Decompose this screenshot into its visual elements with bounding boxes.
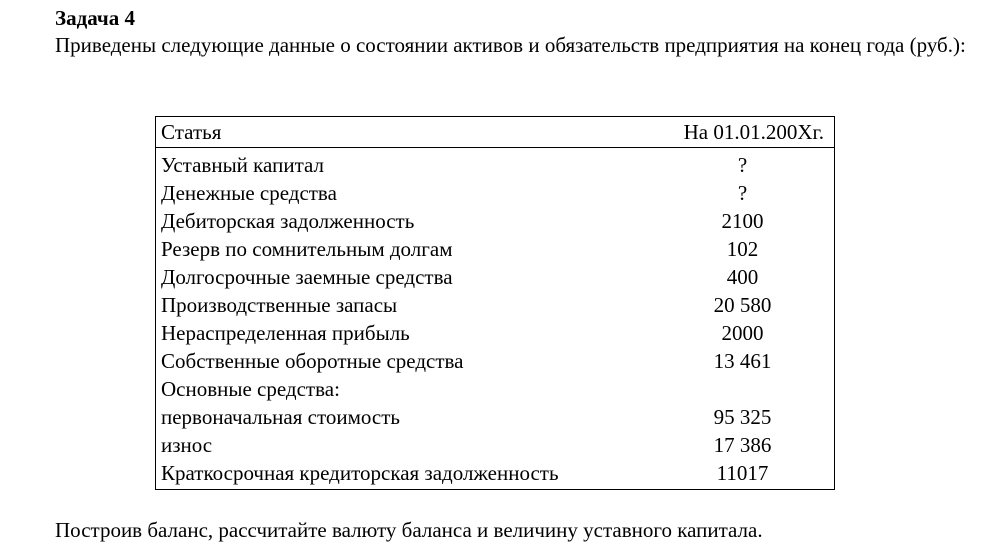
row-name-cell: Собственные оборотные средства (161, 349, 464, 373)
table-body (156, 148, 834, 489)
table-row (156, 431, 834, 459)
table-header-row (156, 117, 834, 148)
table-row (156, 263, 834, 291)
row-value-cell: 20 580 (713, 293, 772, 317)
row-name-cell: Производственные запасы (161, 293, 398, 317)
table-row (156, 207, 834, 235)
table-row (156, 347, 834, 375)
header-date-cell: На 01.01.200Хг. (683, 120, 824, 144)
row-value-cell: 400 (726, 265, 759, 289)
table-row (156, 459, 834, 487)
row-name-cell: Нераспределенная прибыль (161, 321, 410, 345)
row-name-cell: износ (161, 433, 213, 457)
row-name-cell: Дебиторская задолженность (161, 209, 415, 233)
row-value-cell: 102 (726, 237, 759, 261)
row-value-cell: 2100 (721, 209, 764, 233)
table-row (156, 235, 834, 263)
task-instruction: Построив баланс, рассчитайте валюту баланса и величину уставного капитала. (55, 518, 763, 542)
table-row (156, 319, 834, 347)
row-name-cell: Уставный капитал (161, 153, 324, 177)
row-value-cell: 13 461 (713, 349, 772, 373)
table-row (156, 403, 834, 431)
table-row (156, 179, 834, 207)
row-name-cell: Резерв по сомнительным долгам (161, 237, 453, 261)
row-value-cell: 11017 (716, 461, 769, 485)
balance-data-table (155, 116, 835, 490)
table-row (156, 151, 834, 179)
row-name-cell: Краткосрочная кредиторская задолженность (161, 461, 559, 485)
table-row (156, 375, 834, 403)
row-name-cell: Основные средства: (161, 377, 340, 401)
row-value-cell: ? (737, 181, 748, 205)
row-name-cell: первоначальная стоимость (161, 405, 400, 429)
row-value-cell: 2000 (721, 321, 764, 345)
row-value-cell: 95 325 (713, 405, 772, 429)
header-article-cell: Статья (161, 120, 222, 144)
row-value-cell: 17 386 (713, 433, 772, 457)
table-row (156, 291, 834, 319)
row-name-cell: Денежные средства (161, 181, 337, 205)
row-value-cell: ? (737, 153, 748, 177)
row-name-cell: Долгосрочные заемные средства (161, 265, 453, 289)
task-title: Задача 4 (55, 6, 135, 30)
task-intro: Приведены следующие данные о состоянии активов и обязательств предприятия на конец года (руб.): (55, 33, 966, 57)
